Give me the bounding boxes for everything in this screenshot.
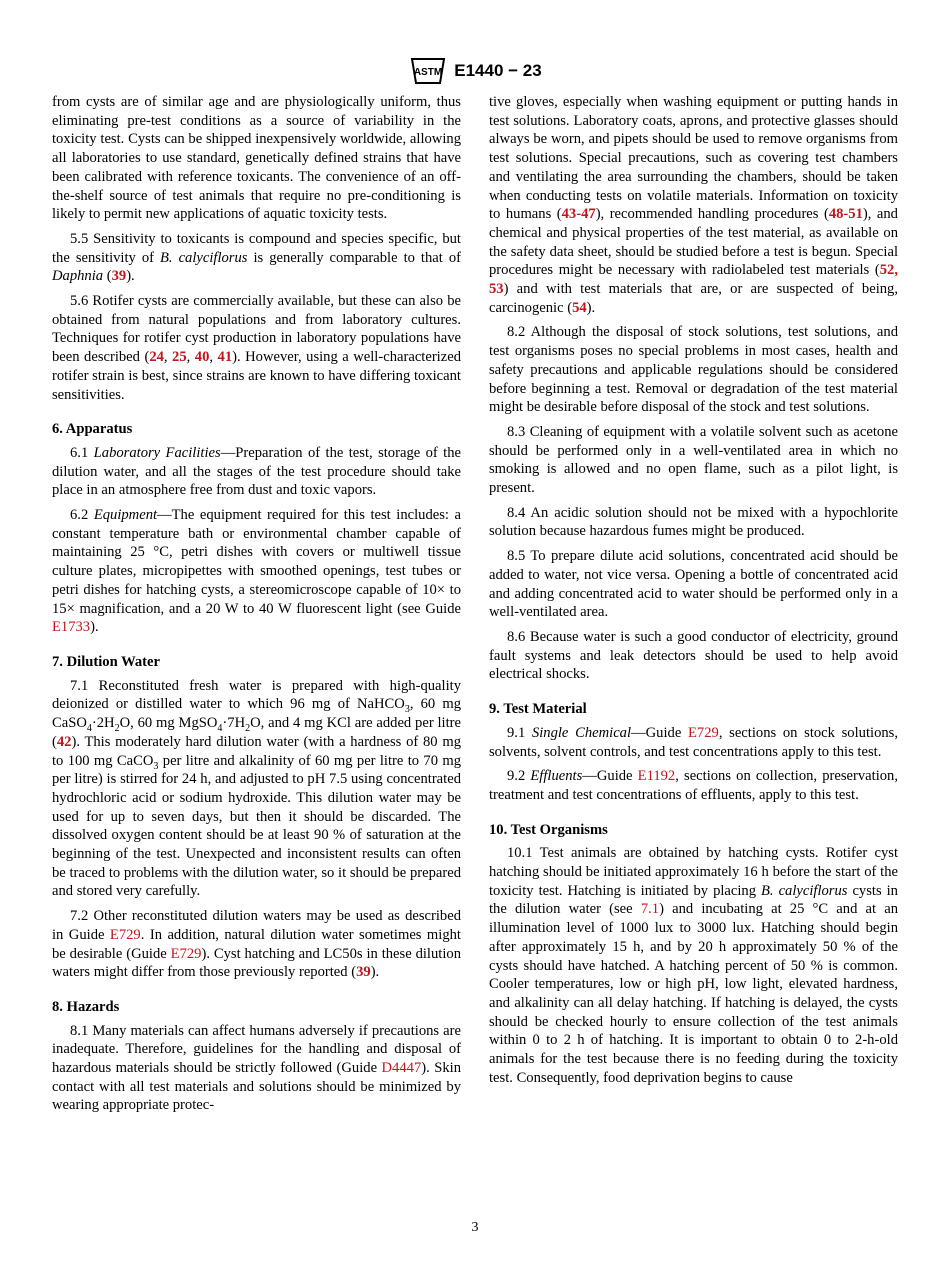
reference-link[interactable]: 54 [572, 299, 587, 316]
reference-link[interactable]: 52, 53 [489, 262, 898, 298]
section-heading-apparatus: 6. Apparatus [52, 421, 133, 438]
standard-link[interactable]: E1733 [52, 619, 91, 636]
document-id: E1440 − 23 [454, 61, 542, 80]
left-column [52, 93, 461, 1121]
paragraph-7-2: 7.2 Other reconstituted dilution waters may be used as described in Guide E729. In addition, natural dilution water sometimes might be desirable (Guide E729). Cyst hatching and LC50s in these dilution waters might differ from those previously reported (39). [52, 908, 461, 981]
paragraph-8-5: 8.5 To prepare dilute acid solutions, concentrated acid should be added to water, not vice versa. Opening a bottle of concentrated acid and adding concentrated acid to water should be performed only in a well-ventilated area. [489, 548, 898, 621]
paragraph-9-1: 9.1 Single Chemical—Guide E729, sections on stock solutions, solvents, solvent controls, and test concentrations apply to this test. [489, 724, 898, 760]
reference-link[interactable]: 41 [217, 349, 233, 366]
paragraph-7-1: 7.1 Reconstituted fresh water is prepared with high-quality deionized or distilled water to which 96 mg of NaHCO$_3$, 60 mg $CaSO_4\cdot 2H_2O$, 60 mg $MgSO_4\cdot 7H_2O$, and 4 mg KCl are added per litre (42). This moderately hard dilution water (with a hardness of 80 mg to 100 mg CaCO$_3$ per litre and alkalinity of 60 mg per litre to 70 mg per litre) is stirred for 24 h, and adjusted to pH 7.5 using concentrated hydrochloric acid or sodium hydroxide. This dilution water may be used for up to seven days, but then it should be discarded. The dissolved oxygen content should be at least 90 % of saturation at the beginning of the test. Unexpected and inconsistent results can often be traced to problems with the dilution water, so it should be prepared and stored very carefully. [52, 677, 462, 900]
standard-link[interactable]: E729 [688, 724, 719, 741]
reference-link[interactable]: 40 [194, 349, 210, 366]
section-link[interactable]: 7.1 [640, 901, 660, 918]
paragraph-9-2: 9.2 Effluents—Guide E1192, sections on collection, preservation, treatment and test concentrations of effluents, apply to this test. [489, 768, 898, 803]
reference-link[interactable]: 39 [111, 268, 127, 285]
paragraph-6-2: 6.2 Equipment—The equipment required for this test includes: a constant temperature bath or environmental chamber capable of maintaining 25 °C, petri dishes with covers or multiwell tissue culture plates, micropipettes with smoothed openings, test tubes or petri dishes for hatching cysts, a stereomicroscope capable of 10× to 15× magnification, and a 20 W to 40 W fluorescent light (see Guide E1733). [52, 507, 462, 636]
section-heading-test-organisms: 10. Test Organisms [489, 821, 608, 838]
paragraph-8-1-continued: tive gloves, especially when washing equipment or putting hands in test solutions. Laboratory coats, aprons, and protective glasses should always be worn, and pipets should be used to remove organisms from test solutions. Special precautions, such as covering test chambers and ventilating the area surrounding the chambers, should be taken when conducting tests on volatile materials. Information on toxicity to humans (43-47), recommended handling procedures (48-51), and chemical and physical properties of the test material, as available on the safety data sheet, should be studied before a test is begun. Special procedures might be necessary with radiolabeled test materials (52, 53) and with test materials that are, or are suspected of being, carcinogenic (54). [489, 94, 898, 316]
paragraph-5-5: 5.5 Sensitivity to toxicants is compound and species specific, but the sensitivity of B. calyciflorus is generally comparable to that of Daphnia (39). [52, 230, 461, 285]
standard-link[interactable]: E1192 [637, 768, 676, 785]
reference-link[interactable]: 43-47 [561, 206, 596, 223]
standard-link[interactable]: D4447 [381, 1060, 422, 1077]
paragraph-8-6: 8.6 Because water is such a good conductor of electricity, ground fault systems and leak detectors should be used to help avoid electrical shocks. [489, 628, 898, 683]
reference-link[interactable]: 24 [149, 349, 164, 366]
section-heading-hazards: 8. Hazards [52, 998, 120, 1015]
astm-logo-icon [408, 56, 448, 86]
standard-link[interactable]: E729 [170, 945, 202, 962]
paragraph-10-1: 10.1 Test animals are obtained by hatching cysts. Rotifer cyst hatching should be initiated approximately 16 h before the start of the toxicity test. Hatching is initiated by placing B. calyciflorus cysts in the dilution water (see 7.1) and incubating at 25 °C and at an illumination level of 1000 lux to 3000 lux. Hatching should begin after approximately 15 h, and by 20 h approximately 50 % of the cysts should have hatched. A hatching percent of 50 % is common. Cooler temperatures, low or high pH, low light, elevated hardness, and alkalinity can all delay hatching. If hatching is delayed, the cysts should be checked hourly to ensure collection of the test animals within 0 to 2 h of hatching. It is important to obtain 0 to 2-h-old animals for the test because there is no feeding during the toxicity test. Consequently, food deprivation begins to cause [489, 845, 899, 1086]
reference-link[interactable]: 42 [56, 733, 72, 750]
paragraph-8-4: 8.4 An acidic solution should not be mixed with a hypochlorite solution because hazardous fumes might be produced. [489, 504, 898, 540]
page-header [0, 56, 950, 86]
right-column [489, 93, 898, 1093]
reference-link[interactable]: 25 [172, 349, 187, 366]
reference-link[interactable]: 39 [356, 964, 371, 981]
paragraph-8-3: 8.3 Cleaning of equipment with a volatile solvent such as acetone should be performed only in a well-ventilated area in which no smoking is allowed and no open flame, such as a pilot light, is present. [489, 423, 898, 497]
standard-link[interactable]: E729 [109, 926, 141, 943]
paragraph-8-2: 8.2 Although the disposal of stock solutions, test solutions, and test organisms poses no special problems in most cases, health and safety precautions and applicable regulations should be considered before beginning a test. Removal or degradation of the test material might be desirable before disposal of the stock and test solutions. [489, 324, 898, 416]
paragraph-6-1: 6.1 Laboratory Facilities—Preparation of the test, storage of the dilution water, and all the stages of the test procedure should take place in an atmosphere free from dust and toxic vapors. [52, 444, 462, 499]
paragraph-5-6: 5.6 Rotifer cysts are commercially available, but these can also be obtained from natural populations and from laboratory cultures. Techniques for rotifer cyst production in laboratory populations have been described (24, 25, 40, 41). However, using a well-characterized rotifer strain is best, since strains are known to have differing toxicant sensitivities. [52, 293, 461, 403]
paragraph-8-1: 8.1 Many materials can affect humans adversely if precautions are inadequate. Therefore, guidelines for the handling and disposal of hazardous materials should be strictly followed (Guide D4447). Skin contact with all test materials and solutions should be minimized by wearing appropriate protec- [52, 1022, 461, 1114]
reference-link[interactable]: 48-51 [828, 206, 863, 223]
page-number: 3 [471, 1220, 479, 1235]
section-heading-dilution-water: 7. Dilution Water [52, 653, 160, 670]
paragraph-5-4-continued: from cysts are of similar age and are physiologically uniform, thus eliminating pre-test conditions as a source of variability in the toxicity test. Cysts can be shipped inexpensively worldwide, allowing all laboratories to use standard, genetically defined strains that have been calibrated with reference toxicants. The convenience of an off-the-shelf source of test animals that require no pre-conditioning is likely to permit new applications of aquatic toxicity tests. [52, 94, 461, 223]
section-heading-test-material: 9. Test Material [489, 701, 587, 718]
svg-text:ASTM: ASTM [414, 67, 443, 78]
